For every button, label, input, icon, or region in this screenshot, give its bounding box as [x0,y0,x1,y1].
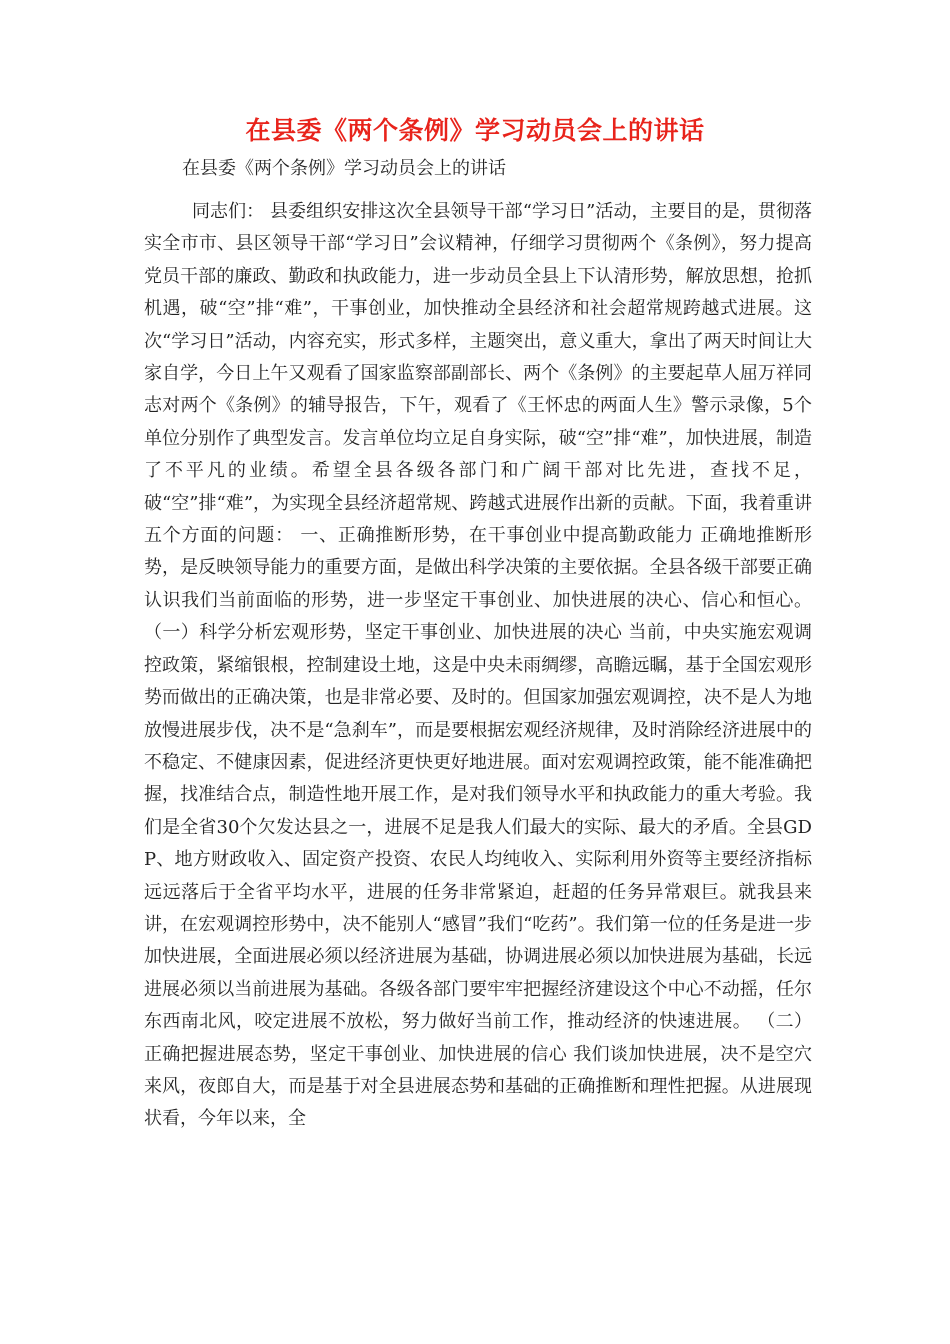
document-body-text: 同志们： 县委组织安排这次全县领导干部“学习日”活动，主要目的是，贯彻落实全市市、县区领导干部“学习日”会议精神，仔细学习贯彻两个《条例》，努力提高党员干部的廉政、勤政和执政能力，进一步动员全县上下认清形势，解放思想，抢抓机遇，破“空”排“难”，干事创业，加快推动全县经济和社会超常规跨越式进展。这次“学习日”活动，内容充实，形式多样，主题突出，意义重大，拿出了两天时间让大家自学，今日上午又观看了国家监察部副部长、两个《条例》的主要起草人屈万祥同志对两个《条例》的辅导报告，下午，观看了《王怀忠的两面人生》警示录像，5个单位分别作了典型发言。发言单位均立足自身实际，破“空”排“难”，加快进展，制造了不平凡的业绩。希望全县各级各部门和广阔干部对比先进，查找不足，破“空”排“难”，为实现全县经济超常规、跨越式进展作出新的贡献。下面，我着重讲五个方面的问题： 一、正确推断形势，在干事创业中提高勤政能力 正确地推断形势，是反映领导能力的重要方面，是做出科学决策的主要依据。全县各级干部要正确认识我们当前面临的形势，进一步坚定干事创业、加快进展的决心、信心和恒心。 （一）科学分析宏观形势，坚定干事创业、加快进展的决心 当前，中央实施宏观调控政策，紧缩银根，控制建设土地，这是中央未雨绸缪，高瞻远瞩，基于全国宏观形势而做出的正确决策，也是非常必要、及时的。但国家加强宏观调控，决不是人为地放慢进展步伐，决不是“急刹车”，而是要根据宏观经济规律，及时消除经济进展中的不稳定、不健康因素，促进经济更快更好地进展。面对宏观调控政策，能不能准确把握，找准结合点，制造性地开展工作，是对我们领导水平和执政能力的重大考验。我们是全省30个欠发达县之一，进展不足是我人们最大的实际、最大的矛盾。全县GDP、地方财政收入、固定资产投资、农民人均纯收入、实际利用外资等主要经济指标远远落后于全省平均水平，进展的任务非常紧迫，赶超的任务异常艰巨。就我县来讲，在宏观调控形势中，决不能别人“感冒”我们“吃药”。我们第一位的任务是进一步加快进展，全面进展必须以经济进展为基础，协调进展必须以加快进展为基础，长远进展必须以当前进展为基础。各级各部门要牢牢把握经济建设这个中心不动摇，任尔东西南北风，咬定进展不放松，努力做好当前工作，推动经济的快速进展。 （二）正确把握进展态势，坚定干事创业、加快进展的信心 我们谈加快进展，决不是空穴来风，夜郎自大，而是基于对全县进展态势和基础的正确推断和理性把握。从进展现状看，今年以来，全 [144,201,812,1130]
document-title: 在县委《两个条例》学习动员会上的讲话 [245,116,705,145]
document-subtitle: 在县委《两个条例》学习动员会上的讲话 [182,158,506,179]
